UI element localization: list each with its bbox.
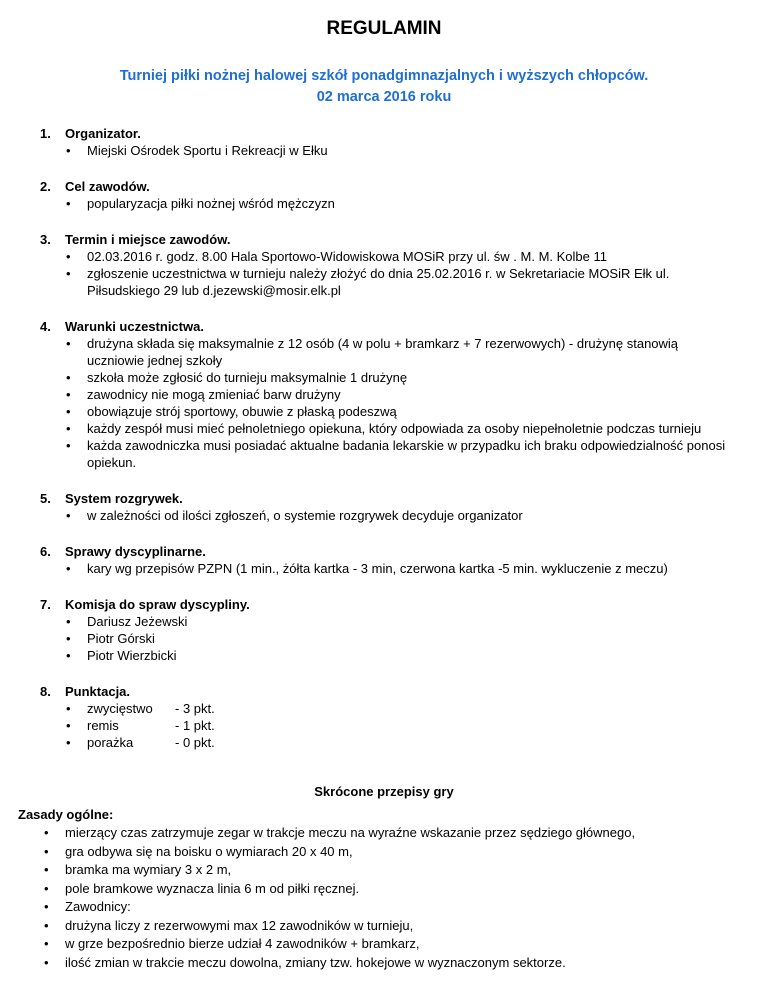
section-items — [0, 142, 768, 159]
section-number: 8. — [40, 684, 51, 699]
bullet-icon: • — [66, 701, 71, 716]
bullet-icon: • — [66, 561, 71, 576]
list-item — [0, 647, 768, 664]
list-item-text: w zależności od ilości zgłoszeń, o systemie rozgrywek decyduje organizator — [87, 508, 523, 523]
list-item — [0, 420, 768, 437]
bullet-icon: • — [44, 843, 49, 859]
list-item — [0, 248, 768, 265]
bullet-icon: • — [44, 880, 49, 896]
section-heading — [0, 596, 768, 613]
bullet-icon: • — [66, 718, 71, 733]
bullet-icon: • — [66, 438, 71, 453]
document-title: REGULAMIN — [326, 18, 442, 39]
rule-item-text: gra odbywa się na boisku o wymiarach 20 x 40 m, — [65, 843, 353, 859]
short-rules — [0, 783, 768, 972]
section-2 — [0, 178, 768, 212]
bullet-icon: • — [66, 336, 71, 351]
scoring-row — [0, 734, 768, 751]
section-heading — [0, 490, 768, 507]
rule-item — [0, 843, 768, 862]
section-items — [0, 195, 768, 212]
section-number: 6. — [40, 544, 51, 559]
list-item — [0, 369, 768, 386]
section-6 — [0, 543, 768, 577]
list-item-text: zawodnicy nie mogą zmieniać barw drużyny — [87, 387, 341, 402]
list-item-text: każda zawodniczka musi posiadać aktualne badania lekarskie w przypadku ich braku odpowiedzialność ponosi opiekun. — [87, 438, 726, 470]
section-heading-text: System rozgrywek. — [65, 491, 183, 506]
section-number: 5. — [40, 491, 51, 506]
section-items — [0, 507, 768, 524]
rule-item-text: w grze bezpośrednio bierze udział 4 zawodników + bramkarz, — [65, 936, 420, 951]
section-items — [0, 560, 768, 577]
rule-item-text: mierzący czas zatrzymuje zegar w trakcje meczu na wyraźne wskazanie przez sędziego głównego, — [65, 825, 636, 840]
section-5 — [0, 490, 768, 524]
section-number: 7. — [40, 597, 51, 612]
bullet-icon: • — [44, 954, 49, 970]
section-number: 2. — [40, 179, 51, 194]
bullet-icon: • — [66, 648, 71, 663]
rule-item-text: drużyna liczy z rezerwowymi max 12 zawodników w turnieju, — [65, 917, 414, 933]
regulation-sections — [0, 125, 768, 770]
scoring-row — [0, 700, 768, 717]
subtitle-line-1: Turniej piłki nożnej halowej szkół ponadgimnazjalnych i wyższych chłopców. — [119, 68, 649, 84]
list-item — [0, 613, 768, 630]
rule-item-text: pole bramkowe wyznacza linia 6 m od piłki ręcznej. — [65, 880, 360, 896]
rule-item — [0, 917, 768, 936]
section-items — [0, 248, 768, 299]
subtitle-line-2: 02 marca 2016 roku — [316, 89, 452, 105]
list-item-text: Piotr Wierzbicki — [87, 648, 177, 663]
section-items — [0, 613, 768, 664]
list-item-text: popularyzacja piłki nożnej wśród mężczyzn — [87, 196, 335, 211]
rule-item-text: Zawodnicy: — [65, 899, 131, 914]
rule-item-text: bramka ma wymiary 3 x 2 m, — [65, 862, 232, 877]
section-7 — [0, 596, 768, 664]
list-item — [0, 265, 768, 299]
bullet-icon: • — [44, 862, 49, 877]
list-item-text: Dariusz Jeżewski — [87, 614, 188, 629]
scoring-row — [0, 717, 768, 734]
scoring-value: - 1 pkt. — [175, 718, 215, 733]
list-item — [0, 386, 768, 403]
bullet-icon: • — [66, 735, 71, 750]
list-item — [0, 335, 768, 369]
section-heading-text: Punktacja. — [65, 684, 131, 699]
section-number: 3. — [40, 232, 51, 247]
list-item — [0, 507, 768, 524]
section-number: 1. — [40, 126, 51, 141]
rule-item — [0, 861, 768, 880]
bullet-icon: • — [66, 249, 71, 264]
section-heading-text: Sprawy dyscyplinarne. — [65, 544, 206, 559]
section-heading-text: Warunki uczestnictwa. — [65, 319, 204, 334]
section-8 — [0, 683, 768, 751]
section-heading-text: Komisja do spraw dyscypliny. — [65, 597, 250, 612]
list-item-text: Miejski Ośrodek Sportu i Rekreacji w Ełku — [87, 143, 328, 158]
rule-item-text: ilość zmian w trakcie meczu dowolna, zmiany tzw. hokejowe w wyznaczonym sektorze. — [65, 954, 566, 970]
bullet-icon: • — [66, 631, 71, 646]
rule-item — [0, 935, 768, 954]
list-item — [0, 630, 768, 647]
bullet-icon: • — [66, 421, 71, 436]
list-item-text: zgłoszenie uczestnictwa w turnieju należy złożyć do dnia 25.02.2016 r. w Sekretariacie MOSiR Ełk ul. Piłsudskiego 29 lub d.jezewski@mosir.elk.pl — [87, 266, 670, 298]
bullet-icon: • — [66, 266, 71, 281]
section-heading — [0, 178, 768, 195]
bullet-icon: • — [66, 196, 71, 211]
section-heading — [0, 231, 768, 248]
bullet-icon: • — [66, 404, 71, 419]
scoring-value: - 3 pkt. — [175, 701, 215, 716]
section-heading — [0, 125, 768, 142]
scoring-value: - 0 pkt. — [175, 735, 215, 750]
bullet-icon: • — [66, 387, 71, 402]
list-item-text: kary wg przepisów PZPN (1 min., żółta kartka - 3 min, czerwona kartka -5 min. wykluczenie z meczu) — [87, 561, 668, 576]
rule-item — [0, 954, 768, 973]
section-items — [0, 335, 768, 471]
section-heading-text: Cel zawodów. — [65, 179, 150, 194]
scoring-label: porażka — [87, 735, 134, 750]
bullet-icon: • — [66, 614, 71, 629]
list-item-text: drużyna składa się maksymalnie z 12 osób (4 w polu + bramkarz + 7 rezerwowych) - drużynę stanowią uczniowie jednej szkoły — [87, 336, 679, 368]
bullet-icon: • — [44, 825, 49, 840]
document-subtitle — [0, 66, 768, 108]
list-item-text: obowiązuje strój sportowy, obuwie z płaską podeszwą — [87, 404, 397, 419]
scoring-label: zwycięstwo — [87, 701, 153, 716]
bullet-icon: • — [44, 917, 49, 933]
bullet-icon: • — [44, 899, 49, 914]
bullet-icon: • — [66, 143, 71, 158]
scoring-list — [0, 700, 768, 751]
rule-item — [0, 824, 768, 843]
section-heading-text: Organizator. — [65, 126, 141, 141]
bullet-icon: • — [66, 370, 71, 385]
section-heading — [0, 543, 768, 560]
section-heading-text: Termin i miejsce zawodów. — [65, 232, 231, 247]
section-3 — [0, 231, 768, 299]
list-item — [0, 403, 768, 420]
rule-item — [0, 880, 768, 899]
list-item — [0, 560, 768, 577]
list-item-text: 02.03.2016 r. godz. 8.00 Hala Sportowo-Widowiskowa MOSiR przy ul. św . M. M. Kolbe 11 — [87, 249, 607, 264]
general-rules-heading: Zasady ogólne: — [18, 806, 114, 822]
bullet-icon: • — [66, 508, 71, 523]
section-heading — [0, 318, 768, 335]
section-number: 4. — [40, 319, 51, 334]
section-4 — [0, 318, 768, 471]
list-item — [0, 142, 768, 159]
scoring-label: remis — [87, 718, 119, 733]
list-item — [0, 195, 768, 212]
section-1 — [0, 125, 768, 159]
list-item-text: Piotr Górski — [87, 631, 155, 646]
short-rules-title: Skrócone przepisy gry — [314, 784, 454, 799]
bullet-icon: • — [44, 936, 49, 951]
list-item — [0, 437, 768, 471]
general-rules-list — [0, 824, 768, 972]
list-item-text: każdy zespół musi mieć pełnoletniego opiekuna, który odpowiada za osoby niepełnoletnie podczas turnieju — [87, 421, 702, 436]
rule-item — [0, 898, 768, 917]
list-item-text: szkoła może zgłosić do turnieju maksymalnie 1 drużynę — [87, 370, 408, 385]
section-heading — [0, 683, 768, 700]
